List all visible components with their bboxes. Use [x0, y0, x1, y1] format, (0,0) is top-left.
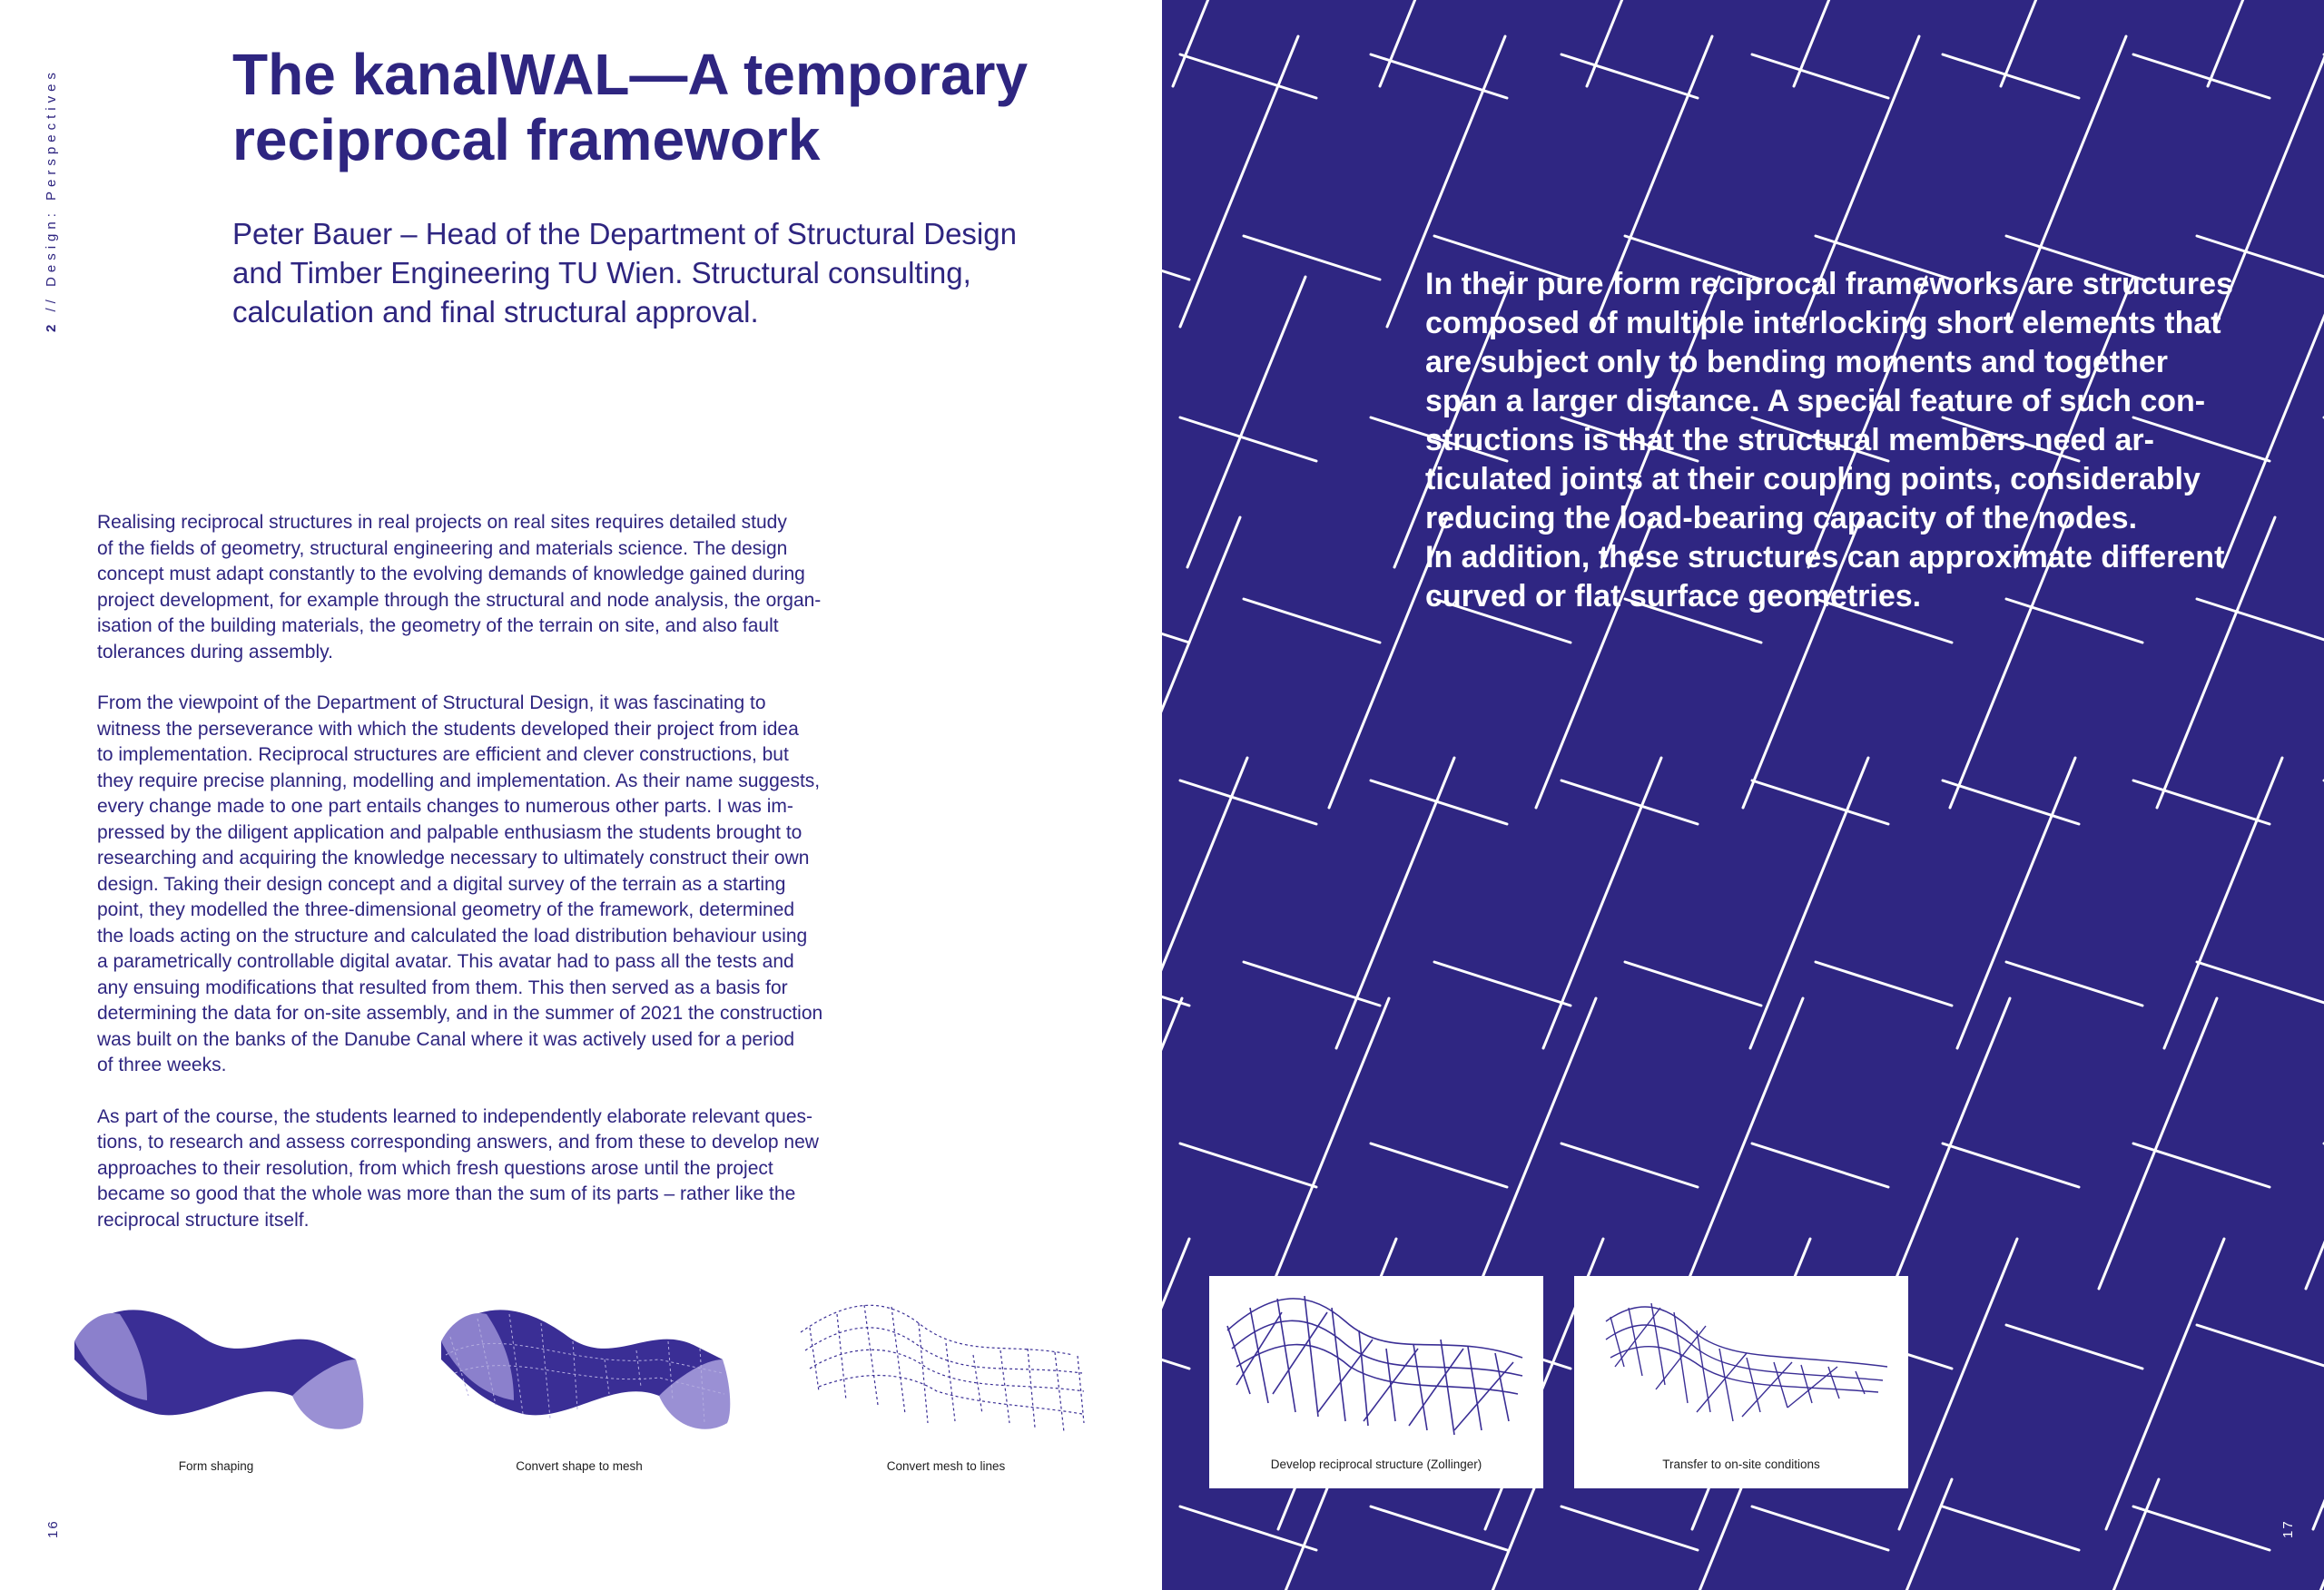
grid-member-shallow [1752, 1507, 1888, 1550]
grid-member-steep [2313, 1239, 2324, 1529]
grid-member-shallow [1180, 417, 1316, 461]
grid-member-shallow [2133, 1507, 2270, 1550]
caption-convert-shape-to-mesh: Convert shape to mesh [516, 1459, 643, 1473]
author-byline: Peter Bauer – Head of the Department of Structural Design and Timber Engineering TU Wien. Structural consulting, calculation and final structural approval. [232, 217, 1017, 329]
page-number-left: 16 [45, 1519, 61, 1538]
grid-member-steep [1685, 998, 1803, 1289]
grid-member-shallow [1752, 780, 1888, 824]
right-page [1162, 0, 2324, 1590]
grid-member-steep [1420, 1479, 1538, 1590]
grid-member-steep [1750, 758, 1868, 1048]
section-title: // Design: Perspectives [44, 68, 59, 320]
grid-member-steep [1587, 0, 1705, 86]
grid-member-shallow [2133, 1143, 2270, 1187]
zollinger-structure-illustration [1209, 1276, 1543, 1448]
paragraph-1: Realising reciprocal structures in real projects on real sites requires detailed study of the fields of geometry, structural engineering and materials science. The design concept must adapt constantly to the evolving demands of knowledge gained during project development, for example through the structural and node analysis, the organ- isation of the building materials, the geometry of the terrain on site, and also fault tolerances during assembly. [97, 512, 822, 662]
grid-member-shallow [1244, 962, 1380, 1006]
grid-member-shallow [2133, 780, 2270, 824]
grid-member-shallow [1371, 54, 1507, 98]
article-body [97, 510, 914, 1259]
grid-member-steep [1834, 1479, 1952, 1590]
grid-member-shallow [1434, 962, 1571, 1006]
grid-member-steep [1162, 1239, 1189, 1529]
caption-develop-reciprocal-structure: Develop reciprocal structure (Zollinger) [1270, 1458, 1482, 1471]
figure-develop-reciprocal-structure [1209, 1276, 1543, 1488]
grid-member-steep [2001, 0, 2119, 86]
grid-member-shallow [1162, 599, 1189, 643]
grid-member-shallow [1816, 962, 1952, 1006]
grid-member-shallow [1561, 54, 1698, 98]
article-title: The kanalWAL—A temporary reciprocal framework [232, 42, 1029, 172]
grid-member-shallow [1371, 1143, 1507, 1187]
grid-member-steep [1627, 1479, 1745, 1590]
grid-member-shallow [2006, 1325, 2142, 1369]
grid-member-shallow [1752, 54, 1888, 98]
grid-member-shallow [1244, 236, 1380, 280]
on-site-structure-illustration [1574, 1276, 1908, 1448]
grid-member-steep [2164, 758, 2282, 1048]
grid-member-shallow [1561, 1143, 1698, 1187]
figure-form-shaping [65, 1287, 374, 1450]
caption-form-shaping: Form shaping [178, 1459, 254, 1473]
grid-member-shallow [1180, 780, 1316, 824]
grid-member-steep [2306, 998, 2324, 1289]
section-label [44, 68, 59, 332]
grid-member-steep [1478, 998, 1596, 1289]
grid-member-shallow [1625, 962, 1761, 1006]
grid-member-shallow [1371, 780, 1507, 824]
grid-member-shallow [1561, 1507, 1698, 1550]
grid-member-shallow [1180, 1143, 1316, 1187]
grid-member-steep [2208, 0, 2324, 86]
grid-member-shallow [1561, 780, 1698, 824]
section-number: 2 [44, 319, 59, 332]
grid-member-steep [1892, 998, 2010, 1289]
grid-member-shallow [1752, 1143, 1888, 1187]
figure-convert-mesh-to-lines [792, 1287, 1100, 1450]
grid-member-steep [1187, 277, 1305, 567]
grid-member-shallow [1180, 54, 1316, 98]
grid-member-shallow [1943, 1143, 2079, 1187]
grid-member-steep [1180, 36, 1298, 327]
grid-member-steep [2106, 1239, 2224, 1529]
grid-member-steep [2041, 1479, 2159, 1590]
paragraph-3: As part of the course, the students learned to independently elaborate relevant ques- tions, to research and assess corresponding answers, and from these to develop new approaches to their resolution, from which fresh questions arose until the project became so good that the whole was more than the sum of its parts – rather like the reciprocal structure itself. [97, 1105, 819, 1231]
grid-member-shallow [1943, 1507, 2079, 1550]
caption-convert-mesh-to-lines: Convert mesh to lines [886, 1459, 1006, 1473]
lines-illustration [792, 1287, 1100, 1450]
grid-member-steep [1173, 0, 1291, 86]
grid-member-shallow [1162, 962, 1189, 1006]
grid-member-steep [1162, 758, 1247, 1048]
form-shaping-illustration [65, 1287, 374, 1450]
grid-member-shallow [2006, 962, 2142, 1006]
grid-member-shallow [1162, 236, 1189, 280]
figure-transfer-to-on-site [1574, 1276, 1908, 1488]
mesh-illustration [432, 1287, 741, 1450]
grid-member-steep [1380, 0, 1498, 86]
grid-member-shallow [2133, 54, 2270, 98]
grid-member-shallow [1162, 1325, 1189, 1369]
pull-quote: In their pure form reciprocal frameworks are structures composed of multiple interlocking short elements that are subject only to bending moments and together span a larger distance. A special feature of such con- structions is that the structural members need ar- ticulated joints at their coupling points, considerably reducing the load-bearing capacity of the nodes. In addition, these structures can approximate different curved or flat surface geometries. [1425, 267, 2233, 613]
grid-member-shallow [1244, 599, 1380, 643]
grid-member-steep [1162, 517, 1240, 808]
grid-member-shallow [2197, 1325, 2324, 1369]
page-number-right: 17 [2280, 1519, 2296, 1538]
grid-member-steep [2099, 998, 2217, 1289]
grid-member-steep [1957, 758, 2075, 1048]
figure-convert-shape-to-mesh [432, 1287, 741, 1450]
grid-member-steep [1899, 1239, 2017, 1529]
grid-member-steep [1543, 758, 1661, 1048]
caption-transfer-to-on-site: Transfer to on-site conditions [1662, 1458, 1820, 1471]
paragraph-2: From the viewpoint of the Department of Structural Design, it was fascinating to witness the perseverance with which the students developed their project from idea to implementation. Reciprocal structures are efficient and clever constructions, but they require precise planning, modelling and implementation. As their name suggests, every change made to one part entails changes to numerous other parts. I was im- pressed by the diligent application and palpable enthusiasm the students brought to researching and acquiring the knowledge necessary to ultimately construct their own design. Taking their design concept and a digital survey of the terrain as a starting point, they modelled the three-dimensional geometry of the framework, determined the loads acting on the structure and calculated the load distribution behaviour using a parametrically controllable digital avatar. This avatar had to pass all the tests and any ensuing modifications that resulted from them. This then served as a basis for determining the data for on-site assembly, and in the summer of 2021 the construction was built on the banks of the Danube Canal where it was actively used for a period of three weeks. [97, 692, 823, 1075]
grid-member-shallow [1180, 1507, 1316, 1550]
